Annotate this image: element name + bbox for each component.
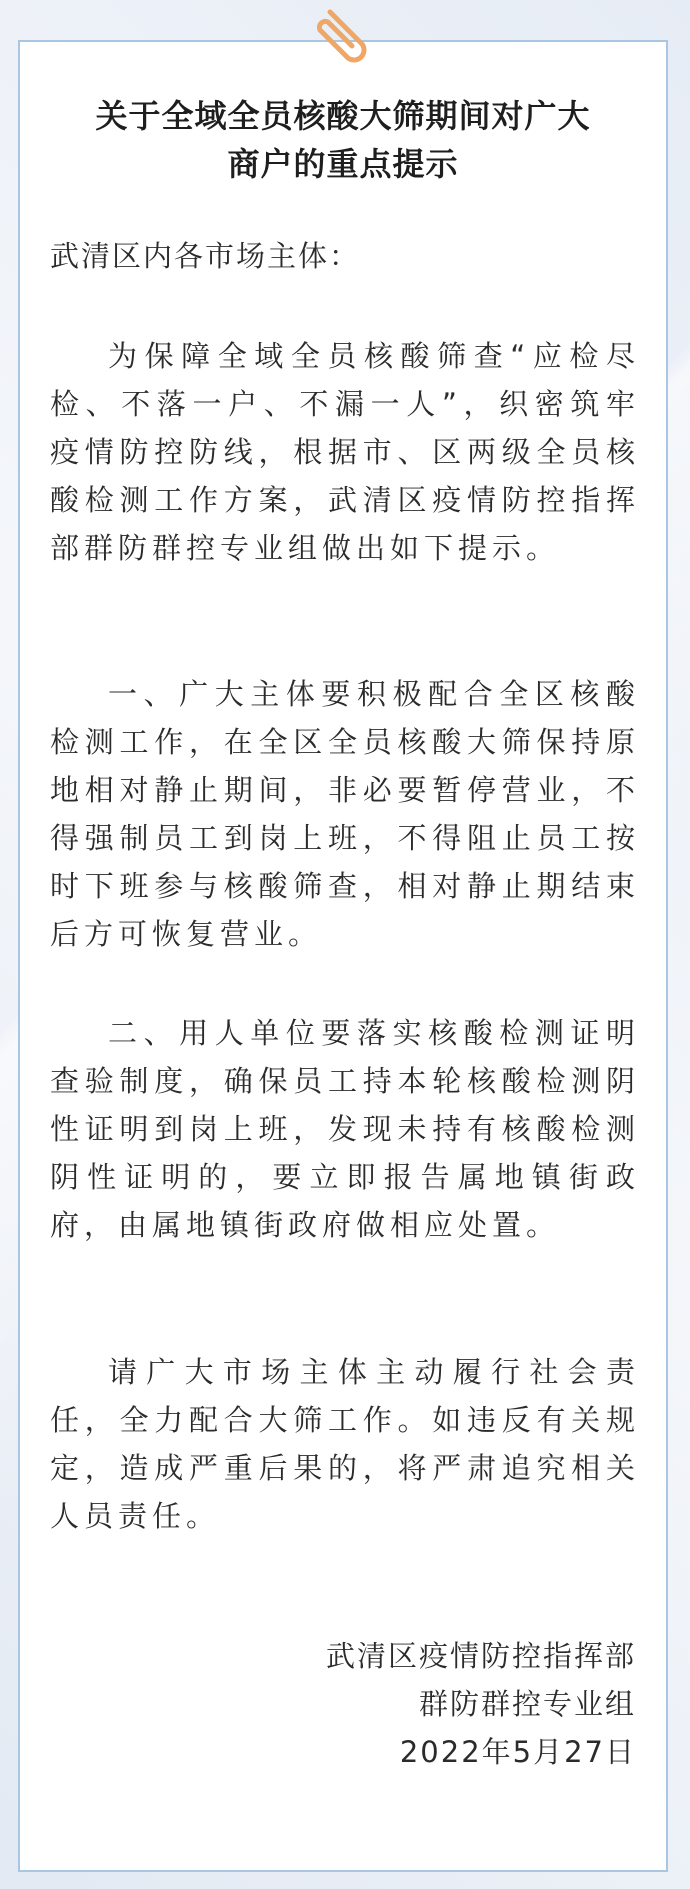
- notice-title: [60, 92, 626, 188]
- paragraph-item-2: 二、用人单位要落实核酸检测证明查验制度，确保员工持本轮核酸检测阴性证明到岗上班，发现未持有核酸检测阴性证明的，要立即报告属地镇街政府，由属地镇街政府做相应处置。: [50, 1016, 640, 1242]
- paragraph-item-1: 一、广大主体要积极配合全区核酸检测工作，在全区全员核酸大筛保持原地相对静止期间，非必要暂停营业，不得强制员工到岗上班，不得阻止员工按时下班参与核酸筛查，相对静止期结束后方可恢复营业。: [50, 677, 640, 951]
- paragraph-intro: 为保障全域全员核酸筛查“应检尽检、不落一户、不漏一人”，织密筑牢疫情防控防线，根据市、区两级全员核酸检测工作方案，武清区疫情防控指挥部群防群控专业组做出如下提示。: [50, 339, 640, 565]
- title-line-2: 商户的重点提示: [227, 145, 459, 183]
- signature-date: 2022年5月27日: [399, 1735, 636, 1769]
- signature-block: [326, 1632, 636, 1776]
- title-line-1: 关于全域全员核酸大筛期间对广大: [95, 97, 591, 135]
- paragraph-closing: 请广大市场主体主动履行社会责任，全力配合大筛工作。如违反有关规定，造成严重后果的，将严肃追究相关人员责任。: [50, 1355, 640, 1533]
- salutation: 武清区内各市场主体：: [50, 239, 361, 273]
- signature-org-line-2: 群防群控专业组: [418, 1687, 636, 1721]
- paperclip-icon: [308, 4, 380, 68]
- signature-org-line-1: 武清区疫情防控指挥部: [325, 1639, 636, 1673]
- notice-card: [18, 40, 668, 1872]
